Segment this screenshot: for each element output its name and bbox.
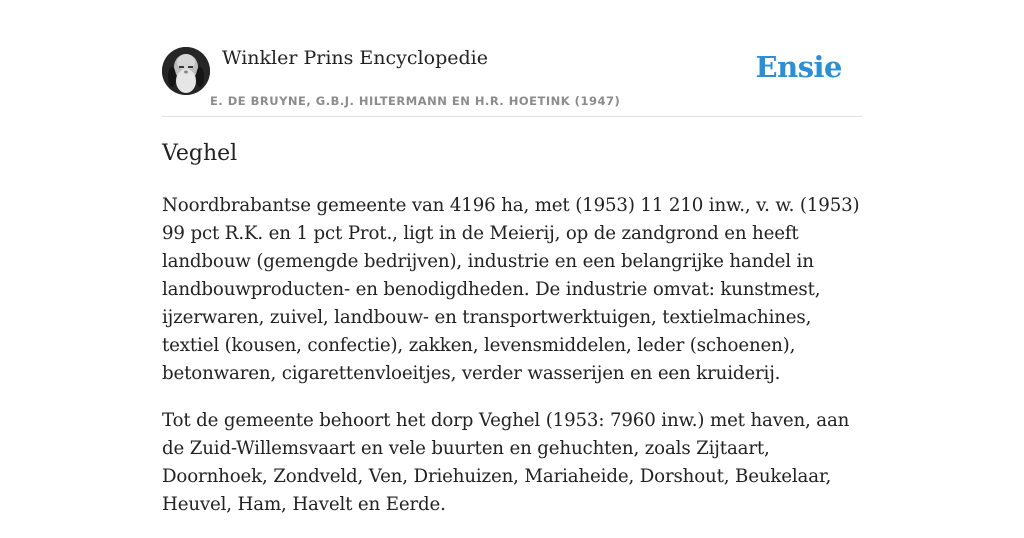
brand-logo[interactable]: Ensie [755, 50, 842, 84]
author-avatar[interactable] [162, 47, 210, 95]
article-paragraph: Tot de gemeente behoort het dorp Veghel (1953: 7960 inw.) met haven, aan de Zuid-Willemsvaart en vele buurten en gehuchten, zoals Zijtaart, Doornhoek, Zondveld, Ven, Driehuizen, Mariaheide, Dorshout, Beukelaar, Heuvel, Ham, Havelt en Eerde. [162, 410, 850, 515]
publication-authors: E. DE BRUYNE, G.B.J. HILTERMANN EN H.R. HOETINK (1947) [210, 94, 621, 108]
publication-title[interactable]: Winkler Prins Encyclopedie [222, 47, 488, 69]
article-body [162, 192, 862, 538]
author-portrait-icon [162, 47, 210, 95]
page [162, 0, 862, 515]
article-paragraph: Noordbrabantse gemeente van 4196 ha, met (1953) 11 210 inw., v. w. (1953) 99 pct R.K. en 1 pct Prot., ligt in de Meierij, op de zandgrond en heeft landbouw (gemengde bedrijven), industrie en een belangrijke handel in landbouwproducten- en benodigdheden. De industrie omvat: kunstmest, ijzerwaren, zuivel, landbouw- en transportwerktuigen, textielmachines, textiel (kousen, confectie), zakken, levensmiddelen, leder (schoenen), betonwaren, cigarettenvloeitjes, verder wasserijen en een kruiderij. [162, 195, 860, 384]
article-title: Veghel [162, 141, 238, 166]
header [162, 0, 862, 117]
